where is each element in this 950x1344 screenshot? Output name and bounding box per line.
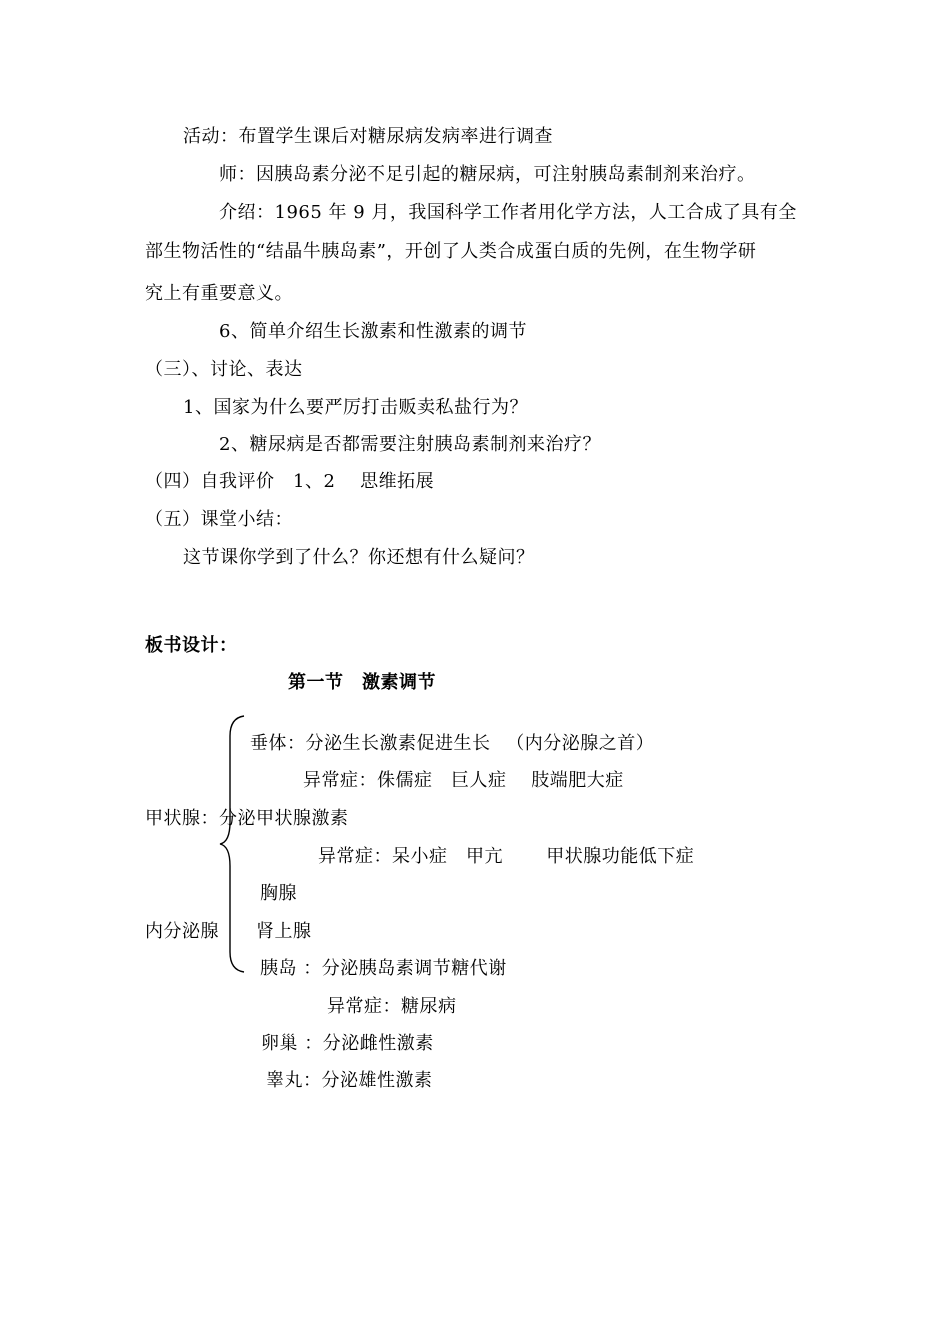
- section-5-heading: （五）课堂小结：: [145, 509, 293, 530]
- adrenal-line: 肾上腺: [256, 921, 312, 942]
- ovary-line: 卵巢 ：分泌雌性激素: [261, 1033, 434, 1054]
- intro-line-2: 部生物活性的“结晶牛胰岛素”，开创了人类合成蛋白质的先例，在生物学研: [145, 241, 757, 262]
- intro-line-3: 究上有重要意义。: [145, 283, 293, 304]
- thymus-line: 胸腺: [260, 883, 297, 904]
- thyroid-line: 甲状腺：分泌甲状腺激素: [145, 808, 349, 829]
- pancreatic-islet-line: 胰岛 ：分泌胰岛素调节糖代谢: [260, 958, 507, 979]
- item-6-line: 6、简单介绍生长激素和性激素的调节: [219, 321, 527, 342]
- section-4-heading: （四）自我评价 1、2 思维拓展: [145, 471, 435, 492]
- section-3-heading: （三）、讨论、表达: [145, 359, 303, 380]
- intro-line-1: 介绍：1965 年 9 月，我国科学工作者用化学方法，人工合成了具有全: [219, 202, 797, 223]
- summary-question: 这节课你学到了什么？你还想有什么疑问？: [183, 547, 535, 568]
- pituitary-disorder-line: 异常症：侏儒症 巨人症 肢端肥大症: [303, 770, 624, 791]
- endocrine-gland-label: 内分泌腺: [145, 921, 219, 942]
- question-2: 2、糖尿病是否都需要注射胰岛素制剂来治疗？: [219, 434, 601, 455]
- question-1: 1、国家为什么要严厉打击贩卖私盐行为？: [183, 397, 528, 418]
- islet-disorder-line: 异常症：糖尿病: [327, 996, 457, 1017]
- board-design-heading: 板书设计：: [145, 635, 238, 656]
- activity-line: 活动：布置学生课后对糖尿病发病率进行调查: [183, 126, 553, 147]
- pituitary-line: 垂体：分泌生长激素促进生长 （内分泌腺之首）: [250, 733, 655, 754]
- thyroid-disorder-line: 异常症：呆小症 甲亢 甲状腺功能低下症: [318, 846, 695, 867]
- testis-line: 睾丸：分泌雄性激素: [266, 1070, 433, 1091]
- board-title: 第一节 激素调节: [288, 672, 436, 693]
- teacher-line: 师：因胰岛素分泌不足引起的糖尿病，可注射胰岛素制剂来治疗。: [219, 164, 756, 185]
